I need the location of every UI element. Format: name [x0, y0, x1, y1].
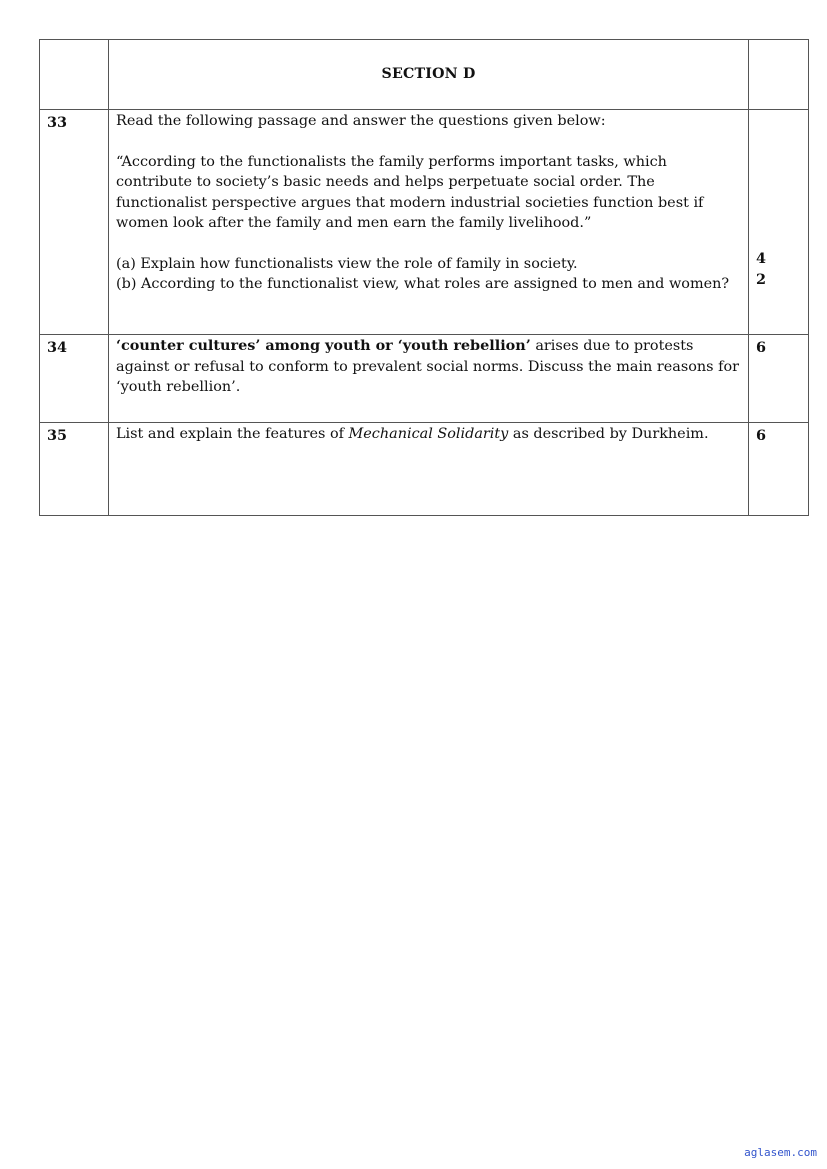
marks-value: 6	[756, 427, 767, 444]
question-text-cell	[109, 110, 749, 335]
header-number-cell	[40, 40, 109, 110]
marks-value: 6	[756, 339, 767, 356]
question-table	[39, 39, 809, 516]
question-intro: Read the following passage and answer the questions given below:	[116, 113, 606, 129]
question-number-cell	[40, 335, 109, 423]
section-header-row	[40, 40, 809, 110]
section-title: SECTION D	[381, 66, 476, 82]
question-row-33	[40, 110, 809, 335]
marks-part-b: 2	[756, 270, 767, 288]
question-text: arises due to protests against or refusal to conform to prevalent social norms. Discuss the main reasons for ‘youth rebellion’.	[116, 338, 740, 395]
question-number: 35	[47, 427, 68, 444]
question-passage: “According to the functionalists the family performs important tasks, which contribute to society’s basic needs and helps perpetuate social order. The functionalist perspective argues that modern industrial societies function best if women look after the family and men earn the family livelihood.”	[116, 153, 704, 231]
watermark: aglasem.com	[744, 1146, 817, 1159]
question-number-cell	[40, 423, 109, 516]
header-title-cell	[109, 40, 749, 110]
question-text-cell	[109, 423, 749, 516]
marks-part-a: 4	[756, 250, 767, 267]
question-part-a: (a) Explain how functionalists view the role of family in society.	[116, 255, 578, 272]
question-lead-bold: ‘counter cultures’ among youth or ‘youth rebellion’	[116, 337, 531, 354]
question-number-cell	[40, 110, 109, 335]
question-number: 34	[47, 339, 68, 356]
question-text-after: as described by Durkheim.	[508, 426, 709, 442]
question-part-b: (b) According to the functionalist view, what roles are assigned to men and women?	[116, 276, 730, 292]
question-text-cell	[109, 335, 749, 423]
marks-cell	[749, 110, 809, 335]
marks-cell	[749, 423, 809, 516]
marks-cell	[749, 335, 809, 423]
question-term-italic: Mechanical Solidarity	[348, 426, 509, 442]
question-row-35	[40, 423, 809, 516]
question-text-before: List and explain the features of	[116, 426, 349, 442]
question-row-34	[40, 335, 809, 423]
header-marks-cell	[749, 40, 809, 110]
question-number: 33	[47, 114, 68, 131]
